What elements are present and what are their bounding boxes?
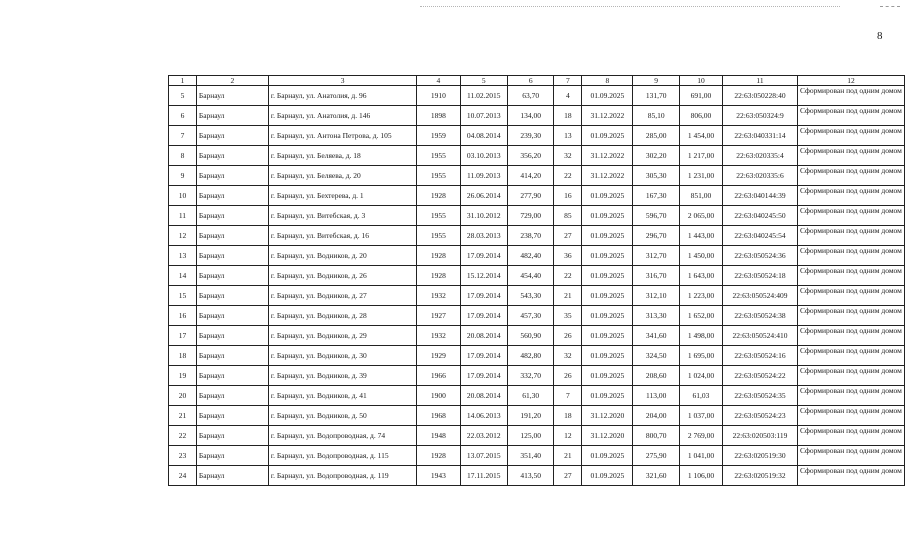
column-header-7: 7 xyxy=(554,76,582,86)
date-cell: 17.09.2014 xyxy=(460,346,507,366)
status-cell: Сформирован под одним домом xyxy=(797,106,904,126)
city-cell: Барнаул xyxy=(196,246,268,266)
value-cell: 204,00 xyxy=(633,406,679,426)
cadastral-number-cell: 22:63:050524:410 xyxy=(723,326,798,346)
deadline-cell: 01.09.2025 xyxy=(582,326,633,346)
land-area-cell: 1 498,00 xyxy=(679,326,722,346)
cadastral-number-cell: 22:63:020335:6 xyxy=(723,166,798,186)
land-area-cell: 1 106,00 xyxy=(679,466,722,486)
value-cell: 321,60 xyxy=(633,466,679,486)
count-cell: 32 xyxy=(554,146,582,166)
status-cell: Сформирован под одним домом xyxy=(797,386,904,406)
value-cell: 341,60 xyxy=(633,326,679,346)
city-cell: Барнаул xyxy=(196,326,268,346)
year-cell: 1932 xyxy=(417,326,460,346)
status-cell: Сформирован под одним домом xyxy=(797,146,904,166)
address-cell: г. Барнаул, ул. Водопроводная, д. 119 xyxy=(268,466,416,486)
city-cell: Барнаул xyxy=(196,206,268,226)
area-cell: 457,30 xyxy=(507,306,553,326)
table-header-row xyxy=(169,76,905,86)
count-cell: 7 xyxy=(554,386,582,406)
address-cell: г. Барнаул, ул. Анатолия, д. 146 xyxy=(268,106,416,126)
area-cell: 729,00 xyxy=(507,206,553,226)
city-cell: Барнаул xyxy=(196,386,268,406)
land-area-cell: 1 223,00 xyxy=(679,286,722,306)
date-cell: 11.09.2013 xyxy=(460,166,507,186)
value-cell: 800,70 xyxy=(633,426,679,446)
table-row xyxy=(169,306,905,326)
page-number: 8 xyxy=(877,30,883,42)
row-number: 19 xyxy=(169,366,197,386)
value-cell: 305,30 xyxy=(633,166,679,186)
cadastral-number-cell: 22:63:050524:36 xyxy=(723,246,798,266)
value-cell: 302,20 xyxy=(633,146,679,166)
address-cell: г. Барнаул, ул. Бехтерева, д. 1 xyxy=(268,186,416,206)
city-cell: Барнаул xyxy=(196,166,268,186)
status-cell: Сформирован под одним домом xyxy=(797,86,904,106)
value-cell: 312,70 xyxy=(633,246,679,266)
status-cell: Сформирован под одним домом xyxy=(797,166,904,186)
address-cell: г. Барнаул, ул. Витебская, д. 3 xyxy=(268,206,416,226)
status-cell: Сформирован под одним домом xyxy=(797,346,904,366)
year-cell: 1910 xyxy=(417,86,460,106)
year-cell: 1955 xyxy=(417,226,460,246)
city-cell: Барнаул xyxy=(196,226,268,246)
land-area-cell: 1 024,00 xyxy=(679,366,722,386)
area-cell: 277,90 xyxy=(507,186,553,206)
land-area-cell: 1 443,00 xyxy=(679,226,722,246)
date-cell: 14.06.2013 xyxy=(460,406,507,426)
date-cell: 17.09.2014 xyxy=(460,306,507,326)
value-cell: 275,90 xyxy=(633,446,679,466)
date-cell: 20.08.2014 xyxy=(460,326,507,346)
row-number: 12 xyxy=(169,226,197,246)
table-row xyxy=(169,166,905,186)
city-cell: Барнаул xyxy=(196,146,268,166)
column-header-3: 3 xyxy=(268,76,416,86)
count-cell: 36 xyxy=(554,246,582,266)
area-cell: 191,20 xyxy=(507,406,553,426)
deadline-cell: 01.09.2025 xyxy=(582,446,633,466)
column-header-10: 10 xyxy=(679,76,722,86)
status-cell: Сформирован под одним домом xyxy=(797,286,904,306)
table-row xyxy=(169,186,905,206)
value-cell: 285,00 xyxy=(633,126,679,146)
cadastral-number-cell: 22:63:050524:35 xyxy=(723,386,798,406)
row-number: 14 xyxy=(169,266,197,286)
table-row xyxy=(169,326,905,346)
table-row xyxy=(169,106,905,126)
table-row xyxy=(169,286,905,306)
year-cell: 1928 xyxy=(417,446,460,466)
table-row xyxy=(169,206,905,226)
table-row xyxy=(169,266,905,286)
table-row xyxy=(169,226,905,246)
address-cell: г. Барнаул, ул. Водников, д. 20 xyxy=(268,246,416,266)
city-cell: Барнаул xyxy=(196,406,268,426)
year-cell: 1928 xyxy=(417,266,460,286)
address-cell: г. Барнаул, ул. Водников, д. 50 xyxy=(268,406,416,426)
table-row xyxy=(169,426,905,446)
value-cell: 596,70 xyxy=(633,206,679,226)
table-row xyxy=(169,126,905,146)
land-area-cell: 1 037,00 xyxy=(679,406,722,426)
land-area-cell: 1 450,00 xyxy=(679,246,722,266)
column-header-9: 9 xyxy=(633,76,679,86)
count-cell: 12 xyxy=(554,426,582,446)
table-row xyxy=(169,366,905,386)
deadline-cell: 31.12.2022 xyxy=(582,166,633,186)
value-cell: 85,10 xyxy=(633,106,679,126)
area-cell: 482,80 xyxy=(507,346,553,366)
deadline-cell: 31.12.2022 xyxy=(582,106,633,126)
address-cell: г. Барнаул, ул. Водников, д. 29 xyxy=(268,326,416,346)
count-cell: 26 xyxy=(554,326,582,346)
land-area-cell: 1 454,00 xyxy=(679,126,722,146)
area-cell: 482,40 xyxy=(507,246,553,266)
deadline-cell: 31.12.2020 xyxy=(582,426,633,446)
area-cell: 239,30 xyxy=(507,126,553,146)
status-cell: Сформирован под одним домом xyxy=(797,246,904,266)
cadastral-number-cell: 22:63:020335:4 xyxy=(723,146,798,166)
area-cell: 356,20 xyxy=(507,146,553,166)
deadline-cell: 01.09.2025 xyxy=(582,306,633,326)
row-number: 22 xyxy=(169,426,197,446)
status-cell: Сформирован под одним домом xyxy=(797,186,904,206)
cadastral-number-cell: 22:63:050524:16 xyxy=(723,346,798,366)
land-area-cell: 1 217,00 xyxy=(679,146,722,166)
cadastral-number-cell: 22:63:050524:18 xyxy=(723,266,798,286)
cadastral-number-cell: 22:63:020519:30 xyxy=(723,446,798,466)
status-cell: Сформирован под одним домом xyxy=(797,126,904,146)
count-cell: 27 xyxy=(554,466,582,486)
value-cell: 131,70 xyxy=(633,86,679,106)
area-cell: 454,40 xyxy=(507,266,553,286)
city-cell: Барнаул xyxy=(196,126,268,146)
table-row xyxy=(169,146,905,166)
cadastral-number-cell: 22:63:050524:22 xyxy=(723,366,798,386)
land-area-cell: 2 065,00 xyxy=(679,206,722,226)
column-header-12: 12 xyxy=(797,76,904,86)
city-cell: Барнаул xyxy=(196,446,268,466)
deadline-cell: 01.09.2025 xyxy=(582,226,633,246)
year-cell: 1966 xyxy=(417,366,460,386)
column-header-8: 8 xyxy=(582,76,633,86)
table-row xyxy=(169,246,905,266)
row-number: 23 xyxy=(169,446,197,466)
area-cell: 332,70 xyxy=(507,366,553,386)
table-row xyxy=(169,386,905,406)
land-area-cell: 1 643,00 xyxy=(679,266,722,286)
cadastral-number-cell: 22:63:050524:409 xyxy=(723,286,798,306)
table-row xyxy=(169,346,905,366)
row-number: 10 xyxy=(169,186,197,206)
row-number: 18 xyxy=(169,346,197,366)
address-cell: г. Барнаул, ул. Анатолия, д. 96 xyxy=(268,86,416,106)
date-cell: 17.09.2014 xyxy=(460,246,507,266)
date-cell: 17.11.2015 xyxy=(460,466,507,486)
date-cell: 04.08.2014 xyxy=(460,126,507,146)
row-number: 24 xyxy=(169,466,197,486)
deadline-cell: 01.09.2025 xyxy=(582,186,633,206)
count-cell: 21 xyxy=(554,446,582,466)
deadline-cell: 01.09.2025 xyxy=(582,346,633,366)
count-cell: 32 xyxy=(554,346,582,366)
year-cell: 1900 xyxy=(417,386,460,406)
land-area-cell: 61,03 xyxy=(679,386,722,406)
city-cell: Барнаул xyxy=(196,86,268,106)
status-cell: Сформирован под одним домом xyxy=(797,406,904,426)
land-area-cell: 1 652,00 xyxy=(679,306,722,326)
address-cell: г. Барнаул, ул. Водопроводная, д. 115 xyxy=(268,446,416,466)
row-number: 7 xyxy=(169,126,197,146)
deadline-cell: 01.09.2025 xyxy=(582,206,633,226)
address-cell: г. Барнаул, ул. Водников, д. 30 xyxy=(268,346,416,366)
row-number: 16 xyxy=(169,306,197,326)
deadline-cell: 01.09.2025 xyxy=(582,366,633,386)
count-cell: 85 xyxy=(554,206,582,226)
date-cell: 15.12.2014 xyxy=(460,266,507,286)
value-cell: 167,30 xyxy=(633,186,679,206)
column-header-6: 6 xyxy=(507,76,553,86)
row-number: 21 xyxy=(169,406,197,426)
date-cell: 03.10.2013 xyxy=(460,146,507,166)
area-cell: 238,70 xyxy=(507,226,553,246)
year-cell: 1927 xyxy=(417,306,460,326)
area-cell: 134,00 xyxy=(507,106,553,126)
year-cell: 1959 xyxy=(417,126,460,146)
value-cell: 296,70 xyxy=(633,226,679,246)
status-cell: Сформирован под одним домом xyxy=(797,326,904,346)
area-cell: 414,20 xyxy=(507,166,553,186)
city-cell: Барнаул xyxy=(196,366,268,386)
city-cell: Барнаул xyxy=(196,186,268,206)
land-area-cell: 691,00 xyxy=(679,86,722,106)
column-header-11: 11 xyxy=(723,76,798,86)
status-cell: Сформирован под одним домом xyxy=(797,306,904,326)
address-cell: г. Барнаул, ул. Водопроводная, д. 74 xyxy=(268,426,416,446)
land-area-cell: 851,00 xyxy=(679,186,722,206)
count-cell: 18 xyxy=(554,106,582,126)
cadastral-number-cell: 22:63:040245:50 xyxy=(723,206,798,226)
city-cell: Барнаул xyxy=(196,106,268,126)
date-cell: 26.06.2014 xyxy=(460,186,507,206)
address-cell: г. Барнаул, ул. Витебская, д. 16 xyxy=(268,226,416,246)
deadline-cell: 01.09.2025 xyxy=(582,466,633,486)
city-cell: Барнаул xyxy=(196,286,268,306)
address-cell: г. Барнаул, ул. Беляева, д. 18 xyxy=(268,146,416,166)
address-cell: г. Барнаул, ул. Водников, д. 26 xyxy=(268,266,416,286)
land-area-cell: 1 041,00 xyxy=(679,446,722,466)
area-cell: 61,30 xyxy=(507,386,553,406)
row-number: 6 xyxy=(169,106,197,126)
year-cell: 1955 xyxy=(417,206,460,226)
deadline-cell: 01.09.2025 xyxy=(582,246,633,266)
scan-artifact-line xyxy=(420,6,840,7)
count-cell: 13 xyxy=(554,126,582,146)
table-row xyxy=(169,86,905,106)
date-cell: 22.03.2012 xyxy=(460,426,507,446)
row-number: 13 xyxy=(169,246,197,266)
deadline-cell: 01.09.2025 xyxy=(582,86,633,106)
city-cell: Барнаул xyxy=(196,346,268,366)
date-cell: 13.07.2015 xyxy=(460,446,507,466)
count-cell: 22 xyxy=(554,166,582,186)
status-cell: Сформирован под одним домом xyxy=(797,366,904,386)
status-cell: Сформирован под одним домом xyxy=(797,266,904,286)
year-cell: 1943 xyxy=(417,466,460,486)
status-cell: Сформирован под одним домом xyxy=(797,426,904,446)
registry-table xyxy=(168,75,905,486)
cadastral-number-cell: 22:63:050524:23 xyxy=(723,406,798,426)
count-cell: 35 xyxy=(554,306,582,326)
cadastral-number-cell: 22:63:040245:54 xyxy=(723,226,798,246)
count-cell: 26 xyxy=(554,366,582,386)
deadline-cell: 31.12.2020 xyxy=(582,406,633,426)
area-cell: 351,40 xyxy=(507,446,553,466)
table-body xyxy=(169,86,905,486)
row-number: 17 xyxy=(169,326,197,346)
address-cell: г. Барнаул, ул. Беляева, д. 20 xyxy=(268,166,416,186)
count-cell: 4 xyxy=(554,86,582,106)
row-number: 5 xyxy=(169,86,197,106)
status-cell: Сформирован под одним домом xyxy=(797,446,904,466)
column-header-1: 1 xyxy=(169,76,197,86)
area-cell: 413,50 xyxy=(507,466,553,486)
area-cell: 63,70 xyxy=(507,86,553,106)
address-cell: г. Барнаул, ул. Водников, д. 28 xyxy=(268,306,416,326)
value-cell: 324,50 xyxy=(633,346,679,366)
area-cell: 560,90 xyxy=(507,326,553,346)
value-cell: 313,30 xyxy=(633,306,679,326)
date-cell: 31.10.2012 xyxy=(460,206,507,226)
row-number: 9 xyxy=(169,166,197,186)
cadastral-number-cell: 22:63:040331:14 xyxy=(723,126,798,146)
land-area-cell: 1 695,00 xyxy=(679,346,722,366)
city-cell: Барнаул xyxy=(196,306,268,326)
land-area-cell: 806,00 xyxy=(679,106,722,126)
table-row xyxy=(169,446,905,466)
cadastral-number-cell: 22:63:040144:39 xyxy=(723,186,798,206)
row-number: 11 xyxy=(169,206,197,226)
column-header-4: 4 xyxy=(417,76,460,86)
count-cell: 22 xyxy=(554,266,582,286)
address-cell: г. Барнаул, ул. Водников, д. 27 xyxy=(268,286,416,306)
year-cell: 1928 xyxy=(417,246,460,266)
value-cell: 312,10 xyxy=(633,286,679,306)
cadastral-number-cell: 22:63:050228:40 xyxy=(723,86,798,106)
status-cell: Сформирован под одним домом xyxy=(797,466,904,486)
year-cell: 1929 xyxy=(417,346,460,366)
address-cell: г. Барнаул, ул. Антона Петрова, д. 105 xyxy=(268,126,416,146)
value-cell: 208,60 xyxy=(633,366,679,386)
cadastral-number-cell: 22:63:050324:9 xyxy=(723,106,798,126)
area-cell: 125,00 xyxy=(507,426,553,446)
year-cell: 1955 xyxy=(417,166,460,186)
deadline-cell: 01.09.2025 xyxy=(582,286,633,306)
date-cell: 20.08.2014 xyxy=(460,386,507,406)
table-row xyxy=(169,406,905,426)
deadline-cell: 31.12.2022 xyxy=(582,146,633,166)
date-cell: 28.03.2013 xyxy=(460,226,507,246)
city-cell: Барнаул xyxy=(196,426,268,446)
column-header-5: 5 xyxy=(460,76,507,86)
row-number: 8 xyxy=(169,146,197,166)
row-number: 20 xyxy=(169,386,197,406)
address-cell: г. Барнаул, ул. Водников, д. 41 xyxy=(268,386,416,406)
count-cell: 18 xyxy=(554,406,582,426)
address-cell: г. Барнаул, ул. Водников, д. 39 xyxy=(268,366,416,386)
deadline-cell: 01.09.2025 xyxy=(582,126,633,146)
date-cell: 17.09.2014 xyxy=(460,366,507,386)
deadline-cell: 01.09.2025 xyxy=(582,386,633,406)
date-cell: 11.02.2015 xyxy=(460,86,507,106)
year-cell: 1948 xyxy=(417,426,460,446)
count-cell: 16 xyxy=(554,186,582,206)
cadastral-number-cell: 22:63:020503:119 xyxy=(723,426,798,446)
year-cell: 1955 xyxy=(417,146,460,166)
value-cell: 113,00 xyxy=(633,386,679,406)
year-cell: 1968 xyxy=(417,406,460,426)
row-number: 15 xyxy=(169,286,197,306)
count-cell: 21 xyxy=(554,286,582,306)
city-cell: Барнаул xyxy=(196,266,268,286)
date-cell: 10.07.2013 xyxy=(460,106,507,126)
scan-artifact-corner xyxy=(880,6,900,7)
land-area-cell: 2 769,00 xyxy=(679,426,722,446)
count-cell: 27 xyxy=(554,226,582,246)
status-cell: Сформирован под одним домом xyxy=(797,226,904,246)
year-cell: 1898 xyxy=(417,106,460,126)
value-cell: 316,70 xyxy=(633,266,679,286)
year-cell: 1932 xyxy=(417,286,460,306)
cadastral-number-cell: 22:63:050524:38 xyxy=(723,306,798,326)
land-area-cell: 1 231,00 xyxy=(679,166,722,186)
column-header-2: 2 xyxy=(196,76,268,86)
city-cell: Барнаул xyxy=(196,466,268,486)
status-cell: Сформирован под одним домом xyxy=(797,206,904,226)
cadastral-number-cell: 22:63:020519:32 xyxy=(723,466,798,486)
deadline-cell: 01.09.2025 xyxy=(582,266,633,286)
area-cell: 543,30 xyxy=(507,286,553,306)
date-cell: 17.09.2014 xyxy=(460,286,507,306)
year-cell: 1928 xyxy=(417,186,460,206)
table-row xyxy=(169,466,905,486)
